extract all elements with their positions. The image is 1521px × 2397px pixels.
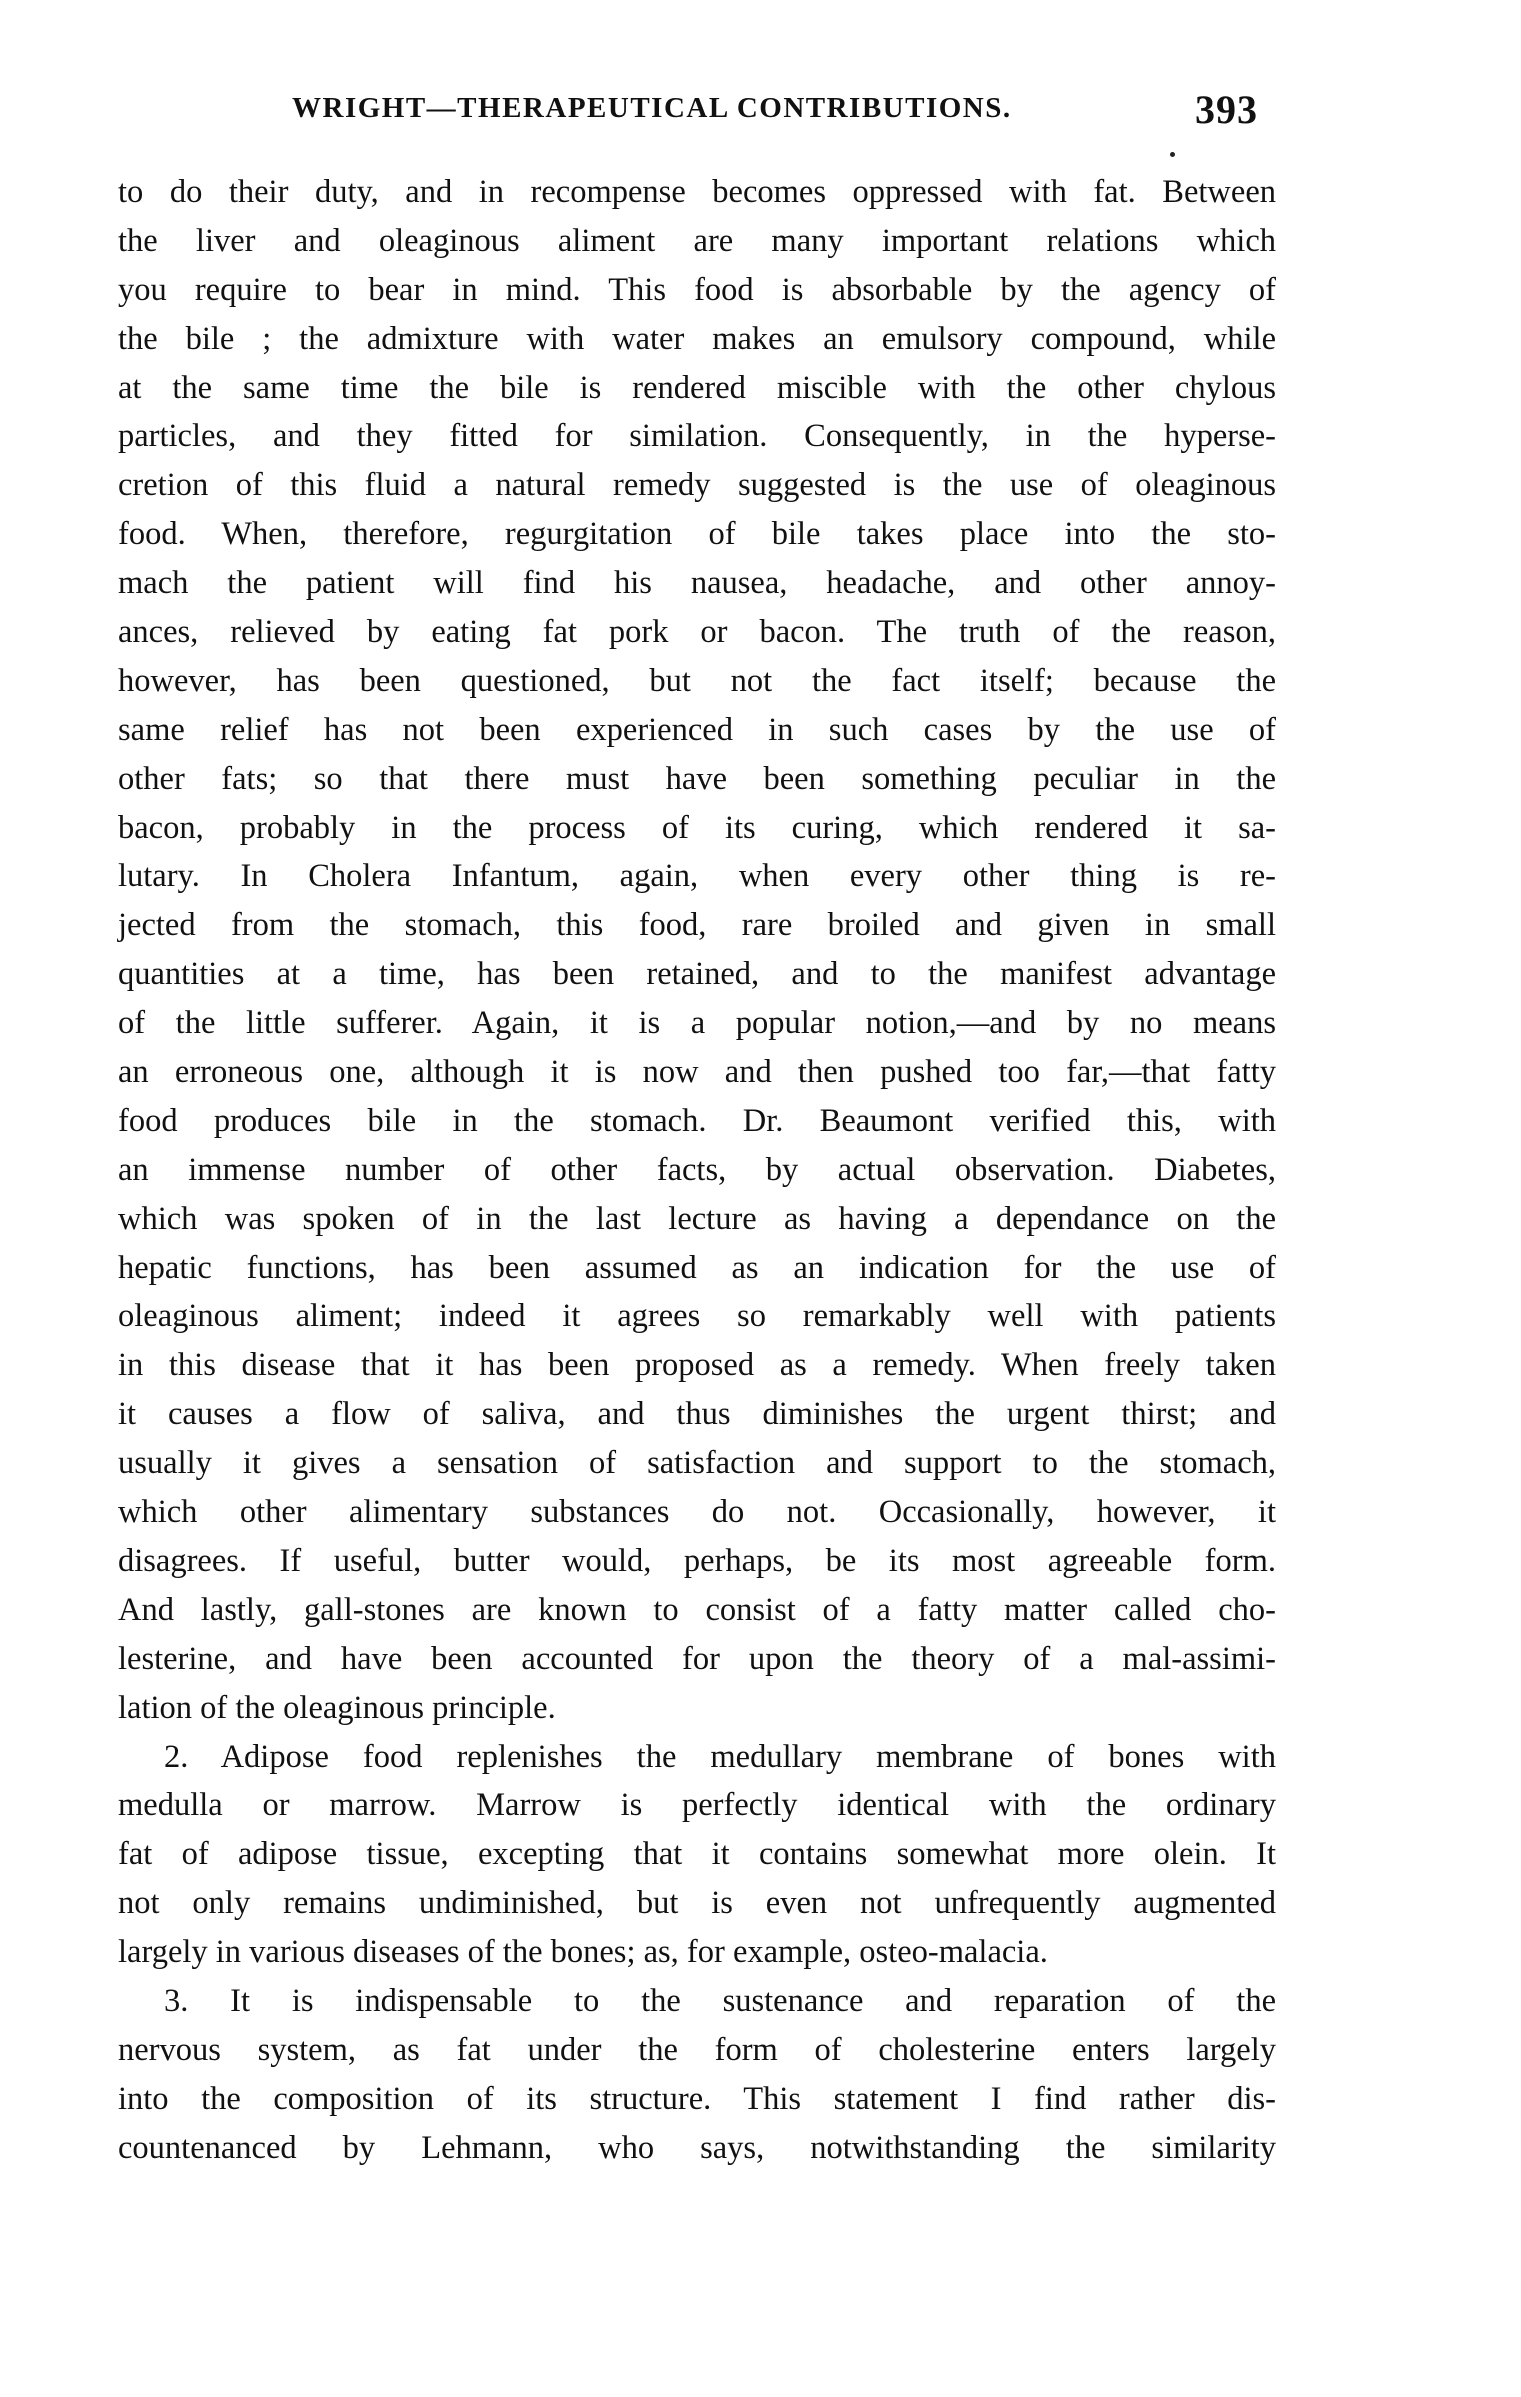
text-line: which was spoken of in the last lecture as having a dependance on the [118, 1200, 1276, 1237]
text-line: food produces bile in the stomach. Dr. Beaumont verified this, with [118, 1102, 1276, 1139]
text-line: an erroneous one, although it is now and then pushed too far,—that fatty [118, 1054, 1276, 1091]
text-line: an immense number of other facts, by actual observation. Diabetes, [118, 1151, 1276, 1188]
text-line: in this disease that it has been proposed as a remedy. When freely taken [118, 1347, 1276, 1384]
text-line: however, has been questioned, but not the fact itself; because the [118, 662, 1276, 699]
text-line: fat of adipose tissue, excepting that it contains somewhat more olein. It [118, 1836, 1276, 1873]
text-line: largely in various diseases of the bones; as, for example, osteo-malacia. [118, 1934, 1048, 1971]
text-line: oleaginous aliment; indeed it agrees so remarkably well with patients [118, 1298, 1276, 1335]
text-line: lation of the oleaginous principle. [118, 1689, 556, 1726]
text-line: particles, and they fitted for similation. Consequently, in the hyperse- [118, 418, 1276, 455]
text-line: cretion of this fluid a natural remedy suggested is the use of oleaginous [118, 467, 1276, 504]
text-line: quantities at a time, has been retained, and to the manifest advantage [118, 956, 1276, 993]
running-header: WRIGHT—THERAPEUTICAL CONTRIBUTIONS. [292, 92, 1012, 124]
paragraph-2-start: 2. Adipose food replenishes the medullary membrane of bones with [164, 1738, 1276, 1775]
text-line: the bile ; the admixture with water makes an emulsory compound, while [118, 320, 1276, 357]
text-line: nervous system, as fat under the form of cholesterine enters largely [118, 2031, 1276, 2068]
text-line: And lastly, gall-stones are known to consist of a fatty matter called cho- [118, 1591, 1276, 1628]
text-line: into the composition of its structure. This statement I find rather dis- [118, 2080, 1276, 2117]
text-line: the liver and oleaginous aliment are many important relations which [118, 222, 1276, 259]
body-text [118, 168, 1276, 2173]
text-line: it causes a flow of saliva, and thus diminishes the urgent thirst; and [118, 1396, 1276, 1433]
text-line: at the same time the bile is rendered miscible with the other chylous [118, 369, 1276, 406]
ink-speck [1170, 152, 1175, 157]
text-line: same relief has not been experienced in such cases by the use of [118, 711, 1276, 748]
text-line: other fats; so that there must have been something peculiar in the [118, 760, 1276, 797]
text-line: ances, relieved by eating fat pork or bacon. The truth of the reason, [118, 614, 1276, 651]
text-line: jected from the stomach, this food, rare broiled and given in small [118, 907, 1276, 944]
text-line: lutary. In Cholera Infantum, again, when every other thing is re- [118, 858, 1276, 895]
paragraph-3-start: 3. It is indispensable to the sustenance and reparation of the [164, 1982, 1276, 2019]
text-line: hepatic functions, has been assumed as an indication for the use of [118, 1249, 1276, 1286]
text-line: of the little sufferer. Again, it is a popular notion,—and by no means [118, 1005, 1276, 1042]
text-line: usually it gives a sensation of satisfaction and support to the stomach, [118, 1445, 1276, 1482]
text-line: countenanced by Lehmann, who says, notwithstanding the similarity [118, 2129, 1276, 2166]
text-line: lesterine, and have been accounted for upon the theory of a mal-assimi- [118, 1640, 1276, 1677]
text-line: mach the patient will find his nausea, headache, and other annoy- [118, 565, 1276, 602]
text-line: bacon, probably in the process of its curing, which rendered it sa- [118, 809, 1276, 846]
text-line: disagrees. If useful, butter would, perhaps, be its most agreeable form. [118, 1542, 1276, 1579]
text-line: which other alimentary substances do not. Occasionally, however, it [118, 1494, 1276, 1531]
text-line: to do their duty, and in recompense becomes oppressed with fat. Between [118, 174, 1276, 210]
text-line: not only remains undiminished, but is even not unfrequently augmented [118, 1885, 1276, 1922]
text-line: food. When, therefore, regurgitation of bile takes place into the sto- [118, 516, 1276, 553]
page-number: 393 [1195, 87, 1258, 132]
text-line: medulla or marrow. Marrow is perfectly identical with the ordinary [118, 1787, 1276, 1824]
text-line: you require to bear in mind. This food is absorbable by the agency of [118, 271, 1276, 308]
